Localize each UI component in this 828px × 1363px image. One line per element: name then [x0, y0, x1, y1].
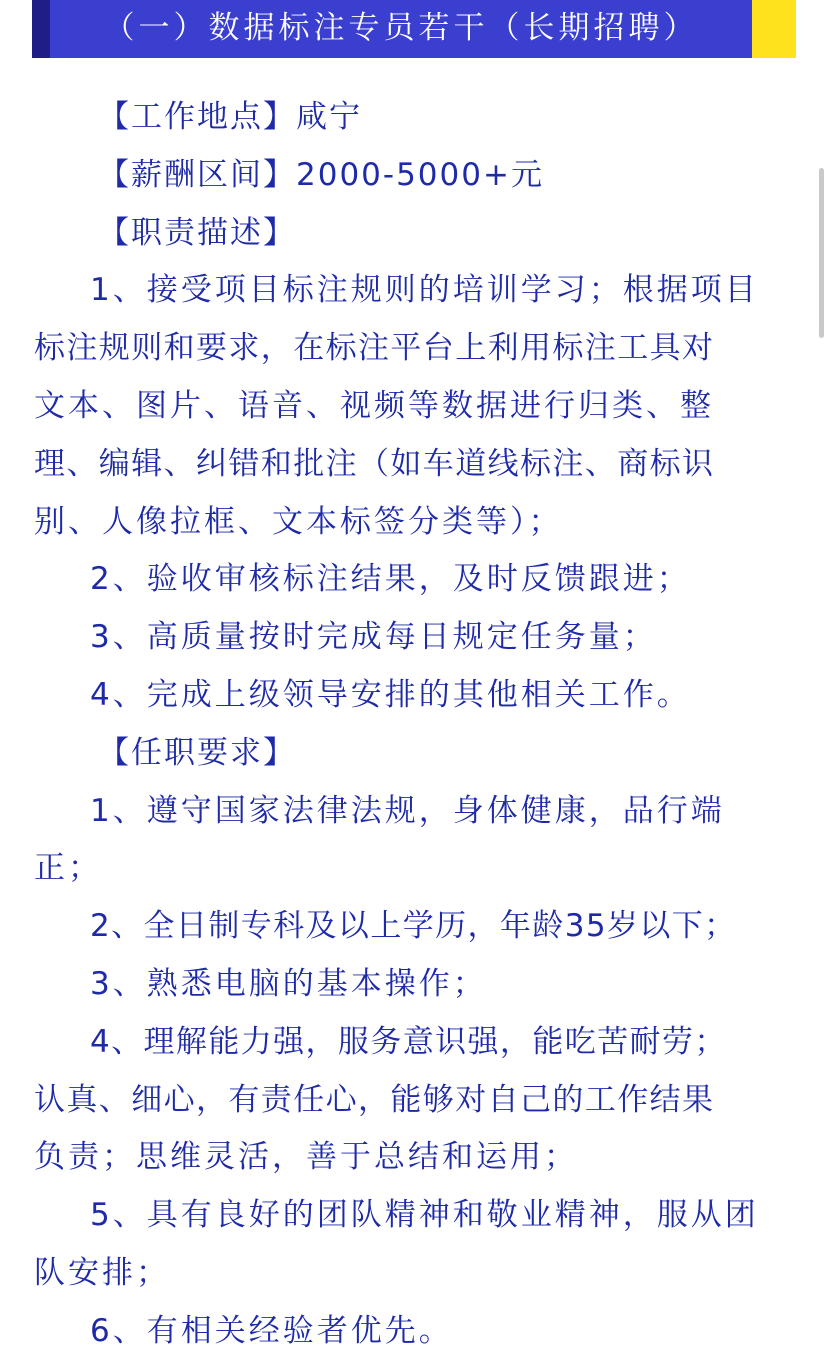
requirement-4-line-1: 4、理解能力强，服务意识强，能吃苦耐劳； — [90, 1023, 727, 1060]
requirement-4-line-3: 负责；思维灵活，善于总结和运用； — [34, 1139, 578, 1176]
duty-1-line-5: 别、人像拉框、文本标签分类等）； — [34, 503, 563, 540]
duty-2: 2、验收审核标注结果，及时反馈跟进； — [90, 561, 691, 598]
requirement-5-line-1: 5、具有良好的团队精神和敬业精神，服从团 — [90, 1197, 759, 1234]
requirement-6: 6、有相关经验者优先。 — [90, 1312, 453, 1349]
banner-accent-block — [752, 0, 796, 58]
duty-1-line-2: 标注规则和要求，在标注平台上利用标注工具对 — [34, 330, 715, 367]
requirement-1-line-1: 1、遵守国家法律法规，身体健康，品行端 — [90, 792, 725, 829]
duty-4: 4、完成上级领导安排的其他相关工作。 — [90, 676, 691, 713]
requirements-heading: 【任职要求】 — [98, 734, 296, 771]
job-description — [34, 89, 794, 1361]
requirement-4-line-2: 认真、细心，有责任心，能够对自己的工作结果 — [34, 1081, 715, 1118]
duty-1-line-3: 文本、图片、语音、视频等数据进行归类、整 — [34, 387, 714, 424]
requirement-2: 2、全日制专科及以上学历，年龄35岁以下； — [90, 908, 737, 945]
requirement-1-line-2: 正； — [34, 850, 102, 887]
scrollbar-thumb[interactable] — [819, 168, 824, 338]
salary-range: 【薪酬区间】2000-5000+元 — [98, 156, 544, 193]
duty-3: 3、高质量按时完成每日规定任务量； — [90, 619, 657, 656]
section-banner — [32, 0, 752, 58]
duty-1-line-1: 1、接受项目标注规则的培训学习；根据项目 — [90, 272, 759, 309]
section-title: （一）数据标注专员若干（长期招聘） — [103, 10, 699, 46]
requirement-5-line-2: 队安排； — [34, 1254, 170, 1291]
duties-heading: 【职责描述】 — [98, 214, 296, 251]
requirement-3: 3、熟悉电脑的基本操作； — [90, 965, 487, 1002]
duty-1-line-4: 理、编辑、纠错和批注（如车道线标注、商标识 — [34, 445, 715, 482]
work-location: 【工作地点】咸宁 — [98, 99, 362, 135]
